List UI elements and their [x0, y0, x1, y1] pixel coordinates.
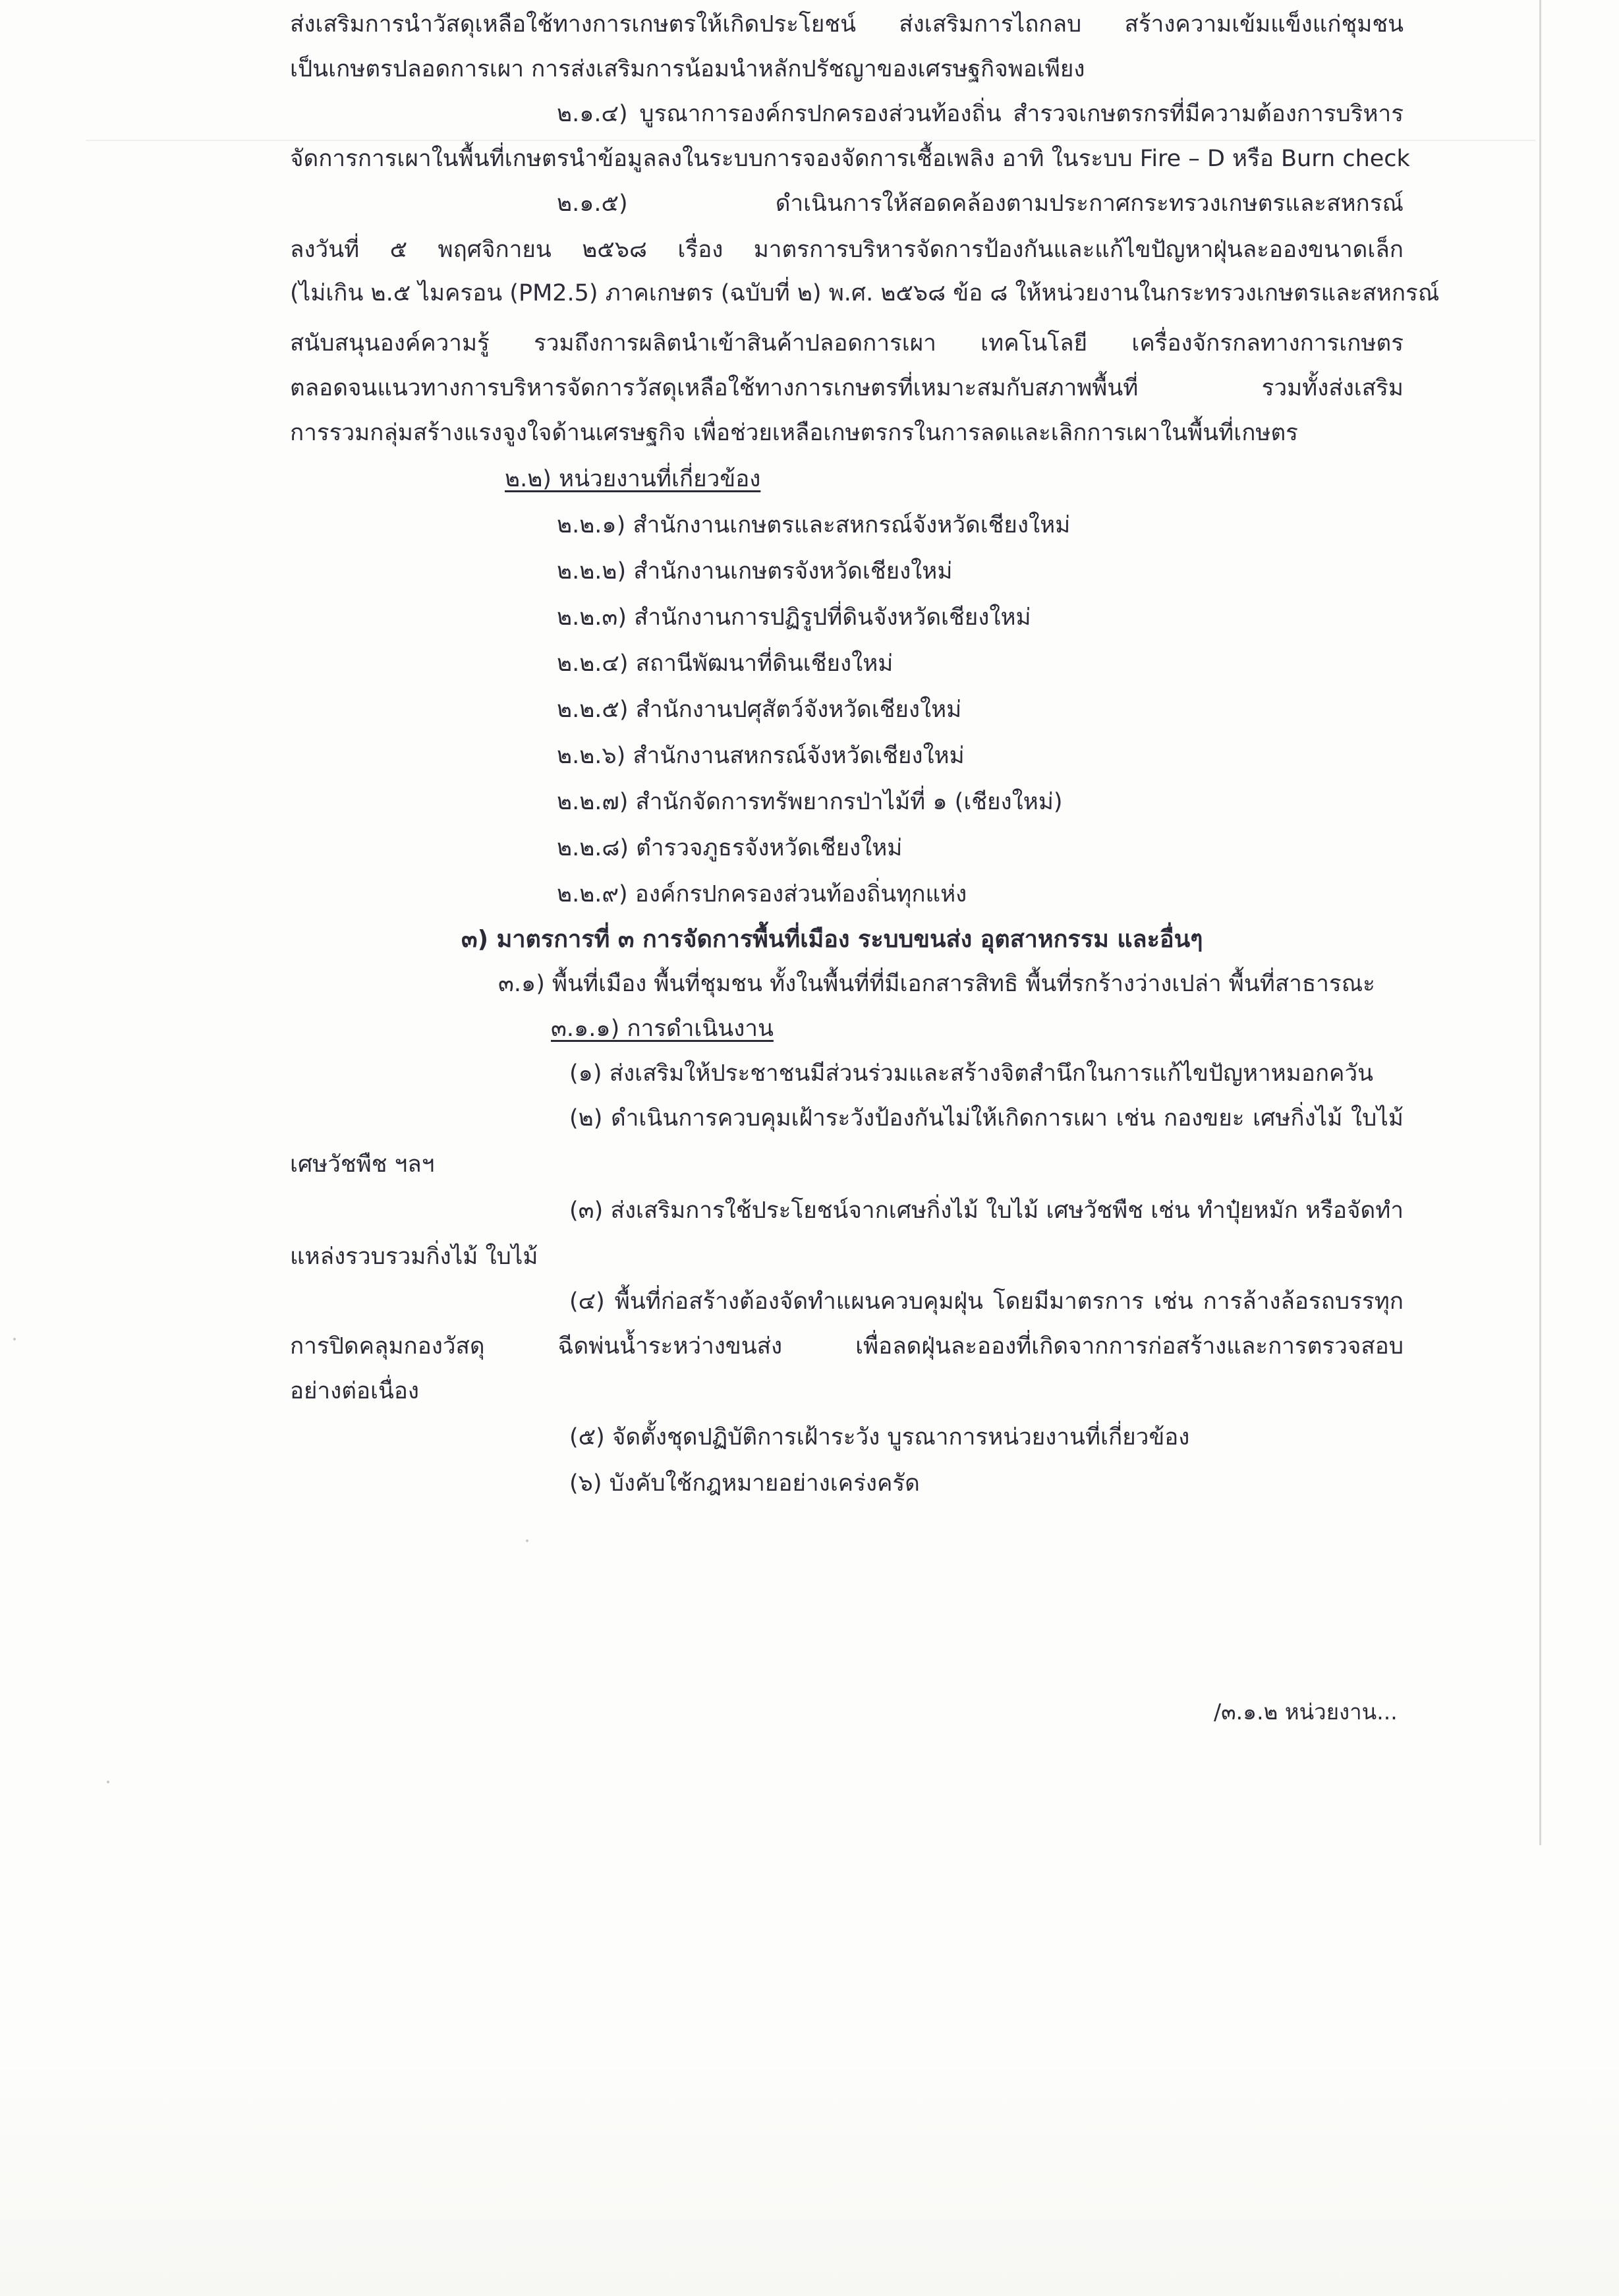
item-2-1-4: ๒.๑.๔) บูรณาการองค์กรปกครองส่วนท้องถิ่น สำรวจเกษตรกรที่มีความต้องการบริหาร [557, 101, 1404, 127]
section-3-1: ๓.๑) พื้นที่เมือง พื้นที่ชุมชน ทั้งในพื้นที่ที่มีเอกสารสิทธิ พื้นที่รกร้างว่างเปล่า พื้นที่สาธารณะ [498, 971, 1375, 997]
paragraph-line: ส่งเสริมการนำวัสดุเหลือใช้ทางการเกษตรให้เกิดประโยชน์ ส่งเสริมการไถกลบ สร้างความเข้มแข็งแก่ชุมชน [290, 11, 1404, 38]
subsection-heading-3-1-1: ๓.๑.๑) การดำเนินงาน [551, 1016, 774, 1042]
agency-list-item: ๒.๒.๓) สำนักงานการปฏิรูปที่ดินจังหวัดเชียงใหม่ [557, 604, 1031, 631]
page-continuation-marker: /๓.๑.๒ หน่วยงาน... [1214, 1699, 1398, 1725]
action-item: (๓) ส่งเสริมการใช้ประโยชน์จากเศษกิ่งไม้ ใบไม้ เศษวัชพืช เช่น ทำปุ๋ยหมัก หรือจัดทำ [569, 1197, 1404, 1224]
agency-list-item: ๒.๒.๘) ตำรวจภูธรจังหวัดเชียงใหม่ [557, 835, 903, 861]
scan-edge-right [1539, 0, 1541, 1845]
agency-list-item: ๒.๒.๑) สำนักงานเกษตรและสหกรณ์จังหวัดเชียงใหม่ [557, 512, 1071, 538]
paragraph-line: การปิดคลุมกองวัสดุ ฉีดพ่นน้ำระหว่างขนส่ง เพื่อลดฝุ่นละอองที่เกิดจากการก่อสร้างและการตรวจสอบ [290, 1333, 1404, 1360]
paragraph-line: สนับสนุนองค์ความรู้ รวมถึงการผลิตนำเข้าสินค้าปลอดการเผา เทคโนโลยี เครื่องจักรกลทางการเกษตร [290, 330, 1404, 357]
action-item: (๔) พื้นที่ก่อสร้างต้องจัดทำแผนควบคุมฝุ่น โดยมีมาตรการ เช่น การล้างล้อรถบรรทุก [569, 1288, 1404, 1315]
paragraph-line: เศษวัชพืช ฯลฯ [290, 1151, 435, 1178]
action-item: (๒) ดำเนินการควบคุมเฝ้าระวังป้องกันไม่ให้เกิดการเผา เช่น กองขยะ เศษกิ่งไม้ ใบไม้ [569, 1105, 1404, 1132]
scan-artifact-line [86, 140, 1535, 141]
action-item: (๖) บังคับใช้กฎหมายอย่างเคร่งครัด [569, 1470, 920, 1497]
paragraph-line: การรวมกลุ่มสร้างแรงจูงใจด้านเศรษฐกิจ เพื่อช่วยเหลือเกษตรกรในการลดและเลิกการเผาในพื้นที่เกษตร [290, 420, 1298, 446]
paragraph-line: แหล่งรวบรวมกิ่งไม้ ใบไม้ [290, 1244, 538, 1270]
paragraph-line: ลงวันที่ ๕ พฤศจิกายน ๒๕๖๘ เรื่อง มาตรการบริหารจัดการป้องกันและแก้ไขปัญหาฝุ่นละอองขนาดเล็ก [290, 237, 1404, 263]
agency-list-item: ๒.๒.๕) สำนักงานปศุสัตว์จังหวัดเชียงใหม่ [557, 697, 962, 723]
agency-list-item: ๒.๒.๗) สำนักจัดการทรัพยากรป่าไม้ที่ ๑ (เชียงใหม่) [557, 789, 1063, 815]
item-2-1-5: ๒.๑.๕) ดำเนินการให้สอดคล้องตามประกาศกระทรวงเกษตรและสหกรณ์ [557, 190, 1404, 217]
paragraph-line: จัดการการเผาในพื้นที่เกษตรนำข้อมูลลงในระบบการจองจัดการเชื้อเพลิง อาทิ ในระบบ Fire – D หรือ Burn check [290, 146, 1410, 172]
paragraph-line: ตลอดจนแนวทางการบริหารจัดการวัสดุเหลือใช้ทางการเกษตรที่เหมาะสมกับสภาพพื้นที่ รวมทั้งส่งเสริม [290, 375, 1404, 401]
section-heading-2-2: ๒.๒) หน่วยงานที่เกี่ยวข้อง [505, 466, 761, 492]
scan-speck [13, 1338, 16, 1340]
agency-list-item: ๒.๒.๖) สำนักงานสหกรณ์จังหวัดเชียงใหม่ [557, 743, 965, 769]
scan-edge-bottom [0, 2069, 1619, 2296]
action-item: (๕) จัดตั้งชุดปฏิบัติการเฝ้าระวัง บูรณาการหน่วยงานที่เกี่ยวข้อง [569, 1424, 1190, 1450]
measure-3-heading: ๓) มาตรการที่ ๓ การจัดการพื้นที่เมือง ระบบขนส่ง อุตสาหกรรม และอื่นๆ [461, 926, 1203, 953]
scan-speck [107, 1781, 109, 1783]
agency-list-item: ๒.๒.๙) องค์กรปกครองส่วนท้องถิ่นทุกแห่ง [557, 881, 967, 907]
action-item: (๑) ส่งเสริมให้ประชาชนมีส่วนร่วมและสร้างจิตสำนึกในการแก้ไขปัญหาหมอกควัน [569, 1060, 1374, 1087]
agency-list-item: ๒.๒.๒) สำนักงานเกษตรจังหวัดเชียงใหม่ [557, 558, 953, 585]
paragraph-line: (ไม่เกิน ๒.๕ ไมครอน (PM2.5) ภาคเกษตร (ฉบับที่ ๒) พ.ศ. ๒๕๖๘ ข้อ ๘ ให้หน่วยงานในกระทรวงเกษตรและสหกรณ์ [290, 280, 1440, 306]
agency-list-item: ๒.๒.๔) สถานีพัฒนาที่ดินเชียงใหม่ [557, 650, 894, 677]
paragraph-line: อย่างต่อเนื่อง [290, 1378, 420, 1404]
scan-speck [526, 1539, 528, 1542]
paragraph-line: เป็นเกษตรปลอดการเผา การส่งเสริมการน้อมนำหลักปรัชญาของเศรษฐกิจพอเพียง [290, 56, 1085, 82]
